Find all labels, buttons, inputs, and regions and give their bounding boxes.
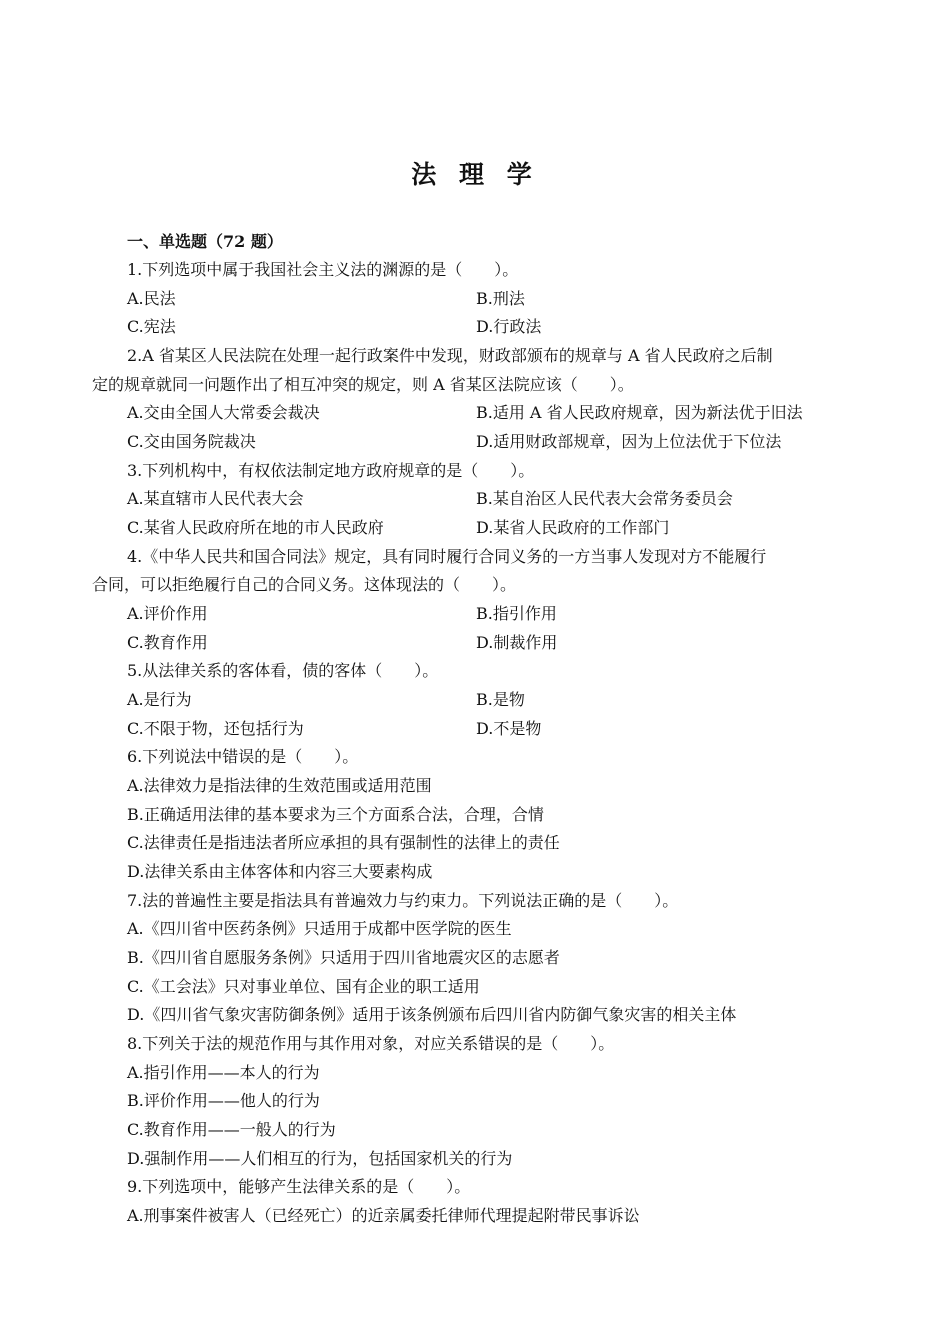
question-stem: 7.法的普遍性主要是指法具有普遍效力与约束力。下列说法正确的是（ ）。 [127, 891, 679, 910]
option-d: D.制裁作用 [476, 633, 558, 652]
option-a: A.法律效力是指法律的生效范围或适用范围 [127, 776, 432, 795]
option-b: B.指引作用 [476, 604, 557, 623]
option-b: B.评价作用——他人的行为 [127, 1091, 320, 1110]
option-b: B.适用 A 省人民政府规章，因为新法优于旧法 [476, 403, 803, 422]
option-b: B.是物 [476, 690, 525, 709]
option-a: A.指引作用——本人的行为 [127, 1063, 320, 1082]
question-stem: 3.下列机构中，有权依法制定地方政府规章的是（ ）。 [127, 461, 535, 480]
option-c: C.教育作用——一般人的行为 [127, 1120, 336, 1139]
option-d: D.强制作用——人们相互的行为，包括国家机关的行为 [127, 1149, 513, 1168]
question-stem-continued: 合同，可以拒绝履行自己的合同义务。这体现法的（ ）。 [92, 575, 517, 594]
option-a: A.交由全国人大常委会裁决 [127, 403, 320, 422]
option-d: D.《四川省气象灾害防御条例》适用于该条例颁布后四川省内防御气象灾害的相关主体 [127, 1005, 737, 1024]
question-stem: 1.下列选项中属于我国社会主义法的渊源的是（ ）。 [127, 260, 519, 279]
question-stem-continued: 定的规章就同一问题作出了相互冲突的规定，则 A 省某区法院应该（ ）。 [92, 375, 634, 394]
question-stem: 4.《中华人民共和国合同法》规定，具有同时履行合同义务的一方当事人发现对方不能履行 [127, 547, 767, 566]
option-c: C.交由国务院裁决 [127, 432, 256, 451]
option-a: A.《四川省中医药条例》只适用于成都中医学院的医生 [127, 919, 512, 938]
option-c: C.宪法 [127, 317, 176, 336]
option-d: D.适用财政部规章，因为上位法优于下位法 [476, 432, 782, 451]
option-d: D.法律关系由主体客体和内容三大要素构成 [127, 862, 433, 881]
question-stem: 8.下列关于法的规范作用与其作用对象，对应关系错误的是（ ）。 [127, 1034, 615, 1053]
question-stem: 5.从法律关系的客体看，债的客体（ ）。 [127, 661, 439, 680]
option-c: C.《工会法》只对事业单位、国有企业的职工适用 [127, 977, 480, 996]
question-stem: 6.下列说法中错误的是（ ）。 [127, 747, 359, 766]
option-b: B.某自治区人民代表大会常务委员会 [476, 489, 733, 508]
option-c: C.某省人民政府所在地的市人民政府 [127, 518, 384, 537]
option-d: D.某省人民政府的工作部门 [476, 518, 670, 537]
option-d: D.不是物 [476, 719, 542, 738]
option-a: A.民法 [127, 289, 176, 308]
option-a: A.刑事案件被害人（已经死亡）的近亲属委托律师代理提起附带民事诉讼 [127, 1206, 640, 1225]
option-a: A.是行为 [127, 690, 192, 709]
option-c: C.不限于物，还包括行为 [127, 719, 304, 738]
option-b: B.《四川省自愿服务条例》只适用于四川省地震灾区的志愿者 [127, 948, 560, 967]
option-b: B.正确适用法律的基本要求为三个方面系合法，合理，合情 [127, 805, 544, 824]
option-d: D.行政法 [476, 317, 542, 336]
question-stem: 2.A 省某区人民法院在处理一起行政案件中发现，财政部颁布的规章与 A 省人民政府之后制 [127, 346, 773, 365]
option-c: C.法律责任是指违法者所应承担的具有强制性的法律上的责任 [127, 833, 560, 852]
page-title: 法 理 学 [411, 160, 539, 189]
section-heading: 一、单选题（72 题） [127, 232, 283, 251]
option-c: C.教育作用 [127, 633, 208, 652]
option-a: A.评价作用 [127, 604, 208, 623]
option-a: A.某直辖市人民代表大会 [127, 489, 304, 508]
option-b: B.刑法 [476, 289, 525, 308]
question-stem: 9.下列选项中，能够产生法律关系的是（ ）。 [127, 1177, 471, 1196]
